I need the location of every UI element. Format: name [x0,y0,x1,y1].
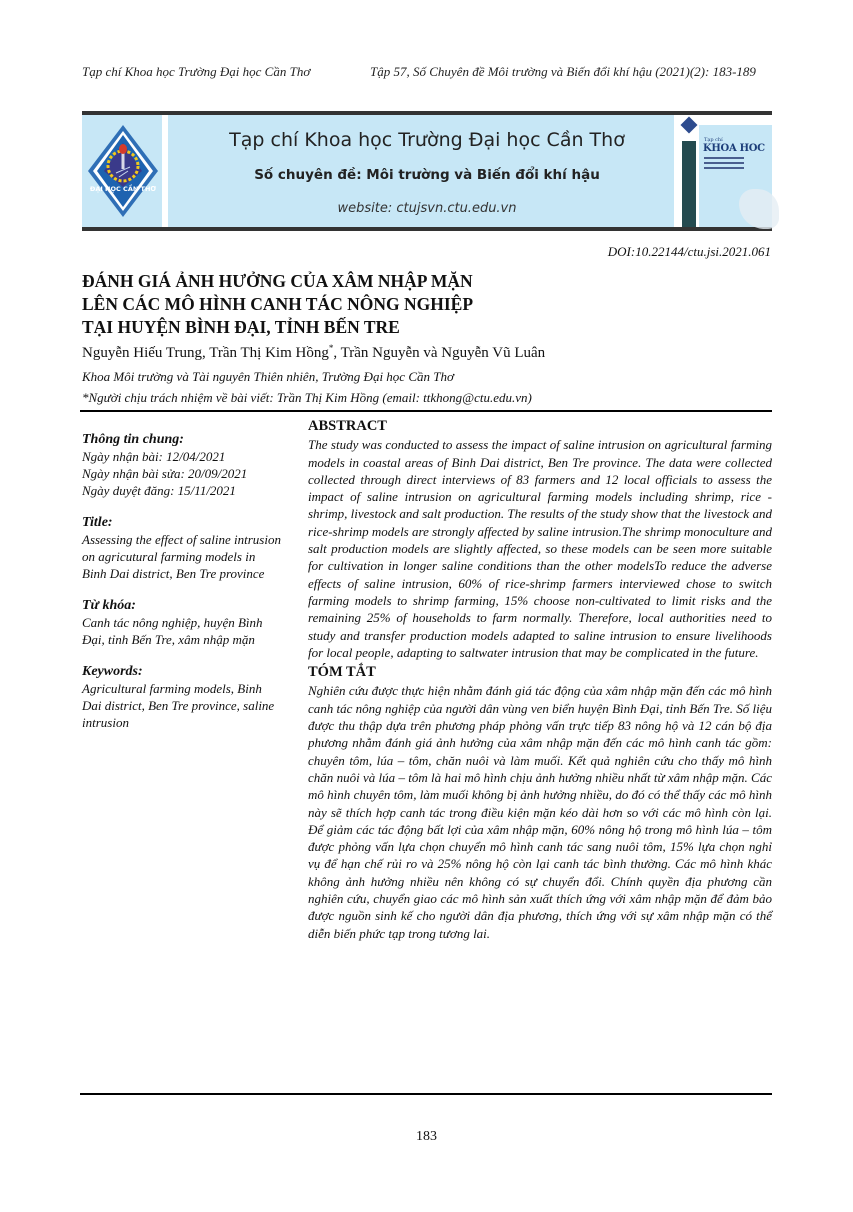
website-url[interactable]: ctujsvn.ctu.edu.vn [396,201,517,216]
authors [82,343,545,362]
map-silhouette-icon [739,189,779,229]
volume-info-header: Tập 57, Số Chuyên đề Môi trường và Biến đổi khí hậu (2021)(2): 183-189 [370,64,756,79]
journal-cover-thumbnail [680,115,772,227]
paper-title [82,270,682,339]
keywords-text: Agricultural farming models, Binh Dai district, Ben Tre province, saline intrusion [82,681,275,730]
logo-panel [82,115,162,227]
general-info [82,431,282,499]
cover-text-lines [704,157,744,172]
english-title-text: Assessing the effect of saline intrusion on agricutural farming models in Binh Dai district, Ben Tre province [82,532,281,581]
received-date: Ngày nhận bài: 12/04/2021 [82,449,226,464]
cover-spine [682,141,696,227]
author: Nguyễn Hiếu Trung, [82,345,210,361]
tom-tat-heading: TÓM TẮT [308,664,376,681]
author: , Trần Nguyễn và Nguyễn Vũ Luân [333,345,546,361]
revised-date: Ngày nhận bài sửa: 20/09/2021 [82,466,248,481]
abstract-heading: ABSTRACT [308,418,387,434]
corresponding-mark: * [328,343,334,353]
university-logo-icon [86,121,160,221]
page-number: 183 [416,1129,437,1144]
title-line: ĐÁNH GIÁ ẢNH HƯỞNG CỦA XÂM NHẬP MẶN [82,271,473,291]
divider-top [80,410,772,412]
vn-keywords-block [82,597,282,648]
corresponding-author: *Người chịu trách nhiệm về bài viết: Trần Thị Kim Hồng (email: ttkhong@ctu.edu.vn) [82,390,532,405]
running-header [82,64,771,82]
website-label: website: [337,201,393,216]
vn-keywords-text: Canh tác nông nghiệp, huyện Bình Đại, tỉnh Bến Tre, xâm nhập mặn [82,615,263,647]
general-info-heading: Thông tin chung: [82,432,184,447]
author-corresponding: Trần Thị Kim Hồng [209,345,329,361]
banner-separator [162,115,168,227]
article-info-sidebar [82,431,282,746]
banner-title: Tạp chí Khoa học Trường Đại học Cần Thơ [229,129,625,151]
accepted-date: Ngày duyệt đăng: 15/11/2021 [82,483,236,498]
logo-text: ĐẠI HỌC CẦN THƠ [89,185,157,193]
cover-emblem-icon [681,117,698,134]
cover-title: KHOA HOC [703,143,765,154]
title-line: LÊN CÁC MÔ HÌNH CANH TÁC NÔNG NGHIỆP [82,294,474,314]
title-line: TẠI HUYỆN BÌNH ĐẠI, TỈNH BẾN TRE [82,317,400,337]
affiliation: Khoa Môi trường và Tài nguyên Thiên nhiên, Trường Đại học Cần Thơ [82,369,454,384]
banner-website [192,201,662,216]
abstract-column [308,418,772,945]
banner-subtitle: Số chuyên đề: Môi trường và Biến đổi khí hậu [254,167,600,183]
keywords-block [82,663,282,731]
journal-name-header: Tạp chí Khoa học Trường Đại học Cần Thơ [82,64,311,79]
abstract-text: The study was conducted to assess the impact of saline intrusion on agricultural farming models in coastal areas of Binh Dai district, Ben Tre province. The data were collected collected through direct interviews of 83 farmers and 12 local officials to assess the impact of saline intrusion on agricultural farming models including shrimp, rice - shrimp, livestock and salt production. The results of the study show that the livestock and rice-shrimp models are strongly affected by saline intrusion.The shrimp monoculture and salt production models are slightly affected, so these models can be seen more suitable for cultivation in longer saline conditions than the other modelsTo reduce the adverse effects of saline intrusion, 60% of rice-shrimp farmers interviewed chose to switch farming models to shrimp farming, 15% choose non-cultivated to limit risks and the remaining 25% of households to farm normally. Therefore, local authorities need to study and transfer production models adapted to saline intrusion to ensure livelihoods for local people, adapting to saltwater intrusion that may be complicated in the future. [308,437,772,660]
doi[interactable]: DOI:10.22144/ctu.jsi.2021.061 [607,244,771,259]
cover-small-title: Tạp chí [704,137,723,143]
vn-keywords-heading: Từ khóa: [82,598,136,613]
english-title-heading: Title: [82,515,113,530]
english-title-block [82,514,282,582]
journal-banner [82,111,772,231]
tom-tat-text: Nghiên cứu được thực hiện nhằm đánh giá tác động của xâm nhập mặn đến các mô hình canh tác nông nghiệp của người dân vùng ven biển huyện Bình Đại, tỉnh Bến Tre. Số liệu được thu thập dựa trên phương pháp phỏng vấn trực tiếp 83 nông hộ và 12 cán bộ địa phương nhằm đánh giá ảnh hưởng của xâm nhập mặn đến các mô hình canh tác gồm: chuyên tôm, lúa – tôm, chăn nuôi và làm muối. Kết quả nghiên cứu cho thấy mô hình chăn nuôi và lúa – tôm là hai mô hình chịu ảnh hưởng nhiều nhất từ xâm nhập mặn. Các mô hình chuyên tôm, làm muối không bị ảnh hưởng nhiều, do đó có thể thấy các mô hình này sẽ thích hợp canh tác trong điều kiện mặn kéo dài hơn so với các mô hình còn lại. Để giảm các tác động bất lợi của xâm nhập mặn, 60% nông hộ trong mô hình lúa – tôm được phỏng vấn lựa chọn chuyển mô hình canh tác sang nuôi tôm, 15% lựa chọn nghỉ vụ để hạn chế rủi ro và 25% nông hộ còn lại canh tác bình thường. Các mô hình khác không ảnh hưởng nhiều nên không có sự chuyển đổi. Chính quyền địa phương cần nghiên cứu, chuyển giao các mô hình sản xuất thích ứng với xâm nhập mặn để đảm bảo được nguồn sinh kế cho người dân địa phương, thích ứng với sự xâm nhập mặn có thể diễn biến phức tạp trong tương lai. [308,683,772,941]
keywords-heading: Keywords: [82,664,143,679]
divider-bottom [80,1093,772,1095]
